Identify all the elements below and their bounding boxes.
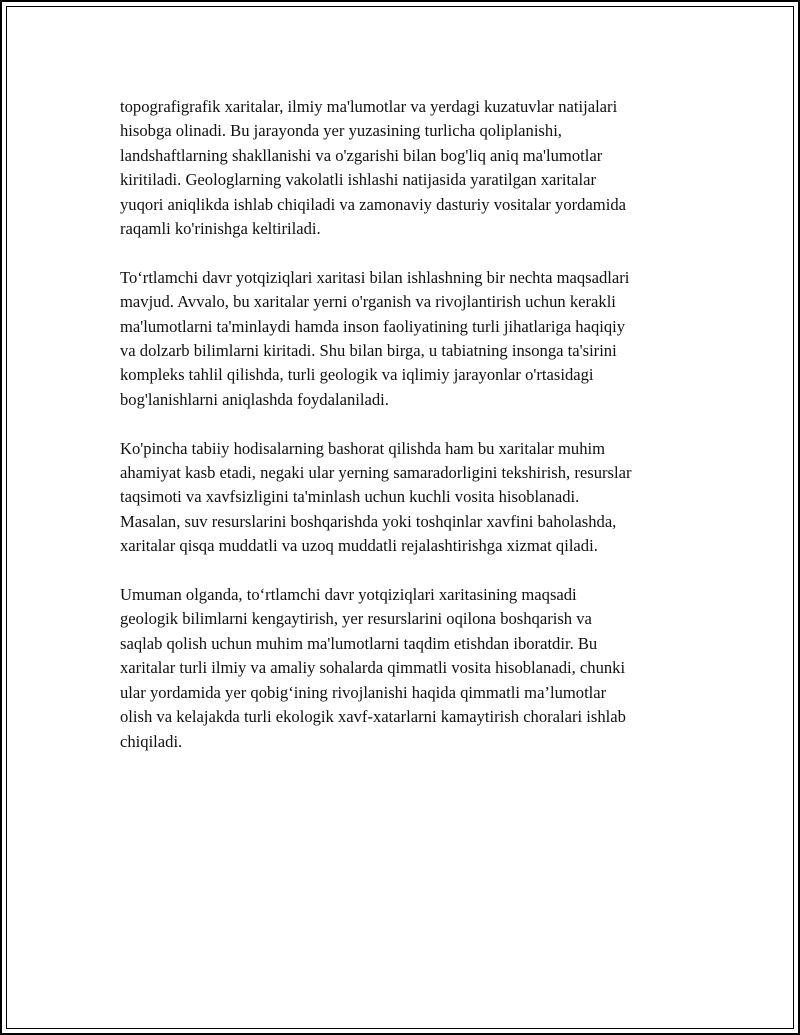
paragraph-3: Ko'pincha tabiiy hodisalarning bashorat qilishda ham bu xaritalar muhim ahamiyat kasb etadi, negaki ular yerning samaradorligini tekshirish, resurslar taqsimoti va xavfsizligini ta'minlash uchun kuchli vosita hisoblanadi. Masalan, suv resurslarini boshqarishda yoki toshqinlar xavfini baholashda, xaritalar qisqa muddatli va uzoq muddatli rejalashtirishga xizmat qiladi. bbox=[120, 438, 632, 556]
paragraph-4: Umuman olganda, to‘rtlamchi davr yotqiziqlari xaritasining maqsadi geologik bilimlarni kengaytirish, yer resurslarini oqilona boshqarish va saqlab qolish uchun muhim ma'lumotlarni taqdim etishdan iboratdir. Bu xaritalar turli ilmiy va amaliy sohalarda qimmatli vosita hisoblanadi, chunki ular yordamida yer qobig‘ining rivojlanishi haqida qimmatli ma’lumotlar olish va kelajakda turli ekologik xavf-xatarlarni kamaytirish choralari ishlab chiqiladi. bbox=[120, 585, 626, 751]
document-body bbox=[120, 95, 710, 778]
paragraph-2: To‘rtlamchi davr yotqiziqlari xaritasi bilan ishlashning bir nechta maqsadlari mavjud. Avvalo, bu xaritalar yerni o'rganish va rivojlantirish uchun kerakli ma'lumotlarni ta'minlaydi hamda inson faoliyatining turli jihatlariga haqiqiy va dolzarb bilimlarni kiritadi. Shu bilan birga, u tabiatning insonga ta'sirini kompleks tahlil qilishda, turli geologik va iqlimiy jarayonlar o'rtasidagi bog'lanishlarni aniqlashda foydalaniladi. bbox=[120, 267, 630, 409]
paragraph-1: topografigrafik xaritalar, ilmiy ma'lumotlar va yerdagi kuzatuvlar natijalari hisobga olinadi. Bu jarayonda yer yuzasining turlicha qoliplanishi, landshaftlarning shakllanishi va o'zgarishi bilan bog'liq aniq ma'lumotlar kiritiladi. Geologlarning vakolatli ishlashi natijasida yaratilgan xaritalar yuqori aniqlikda ishlab chiqiladi va zamonaviy dasturiy vositalar yordamida raqamli ko'rinishga keltiriladi. bbox=[120, 97, 626, 239]
